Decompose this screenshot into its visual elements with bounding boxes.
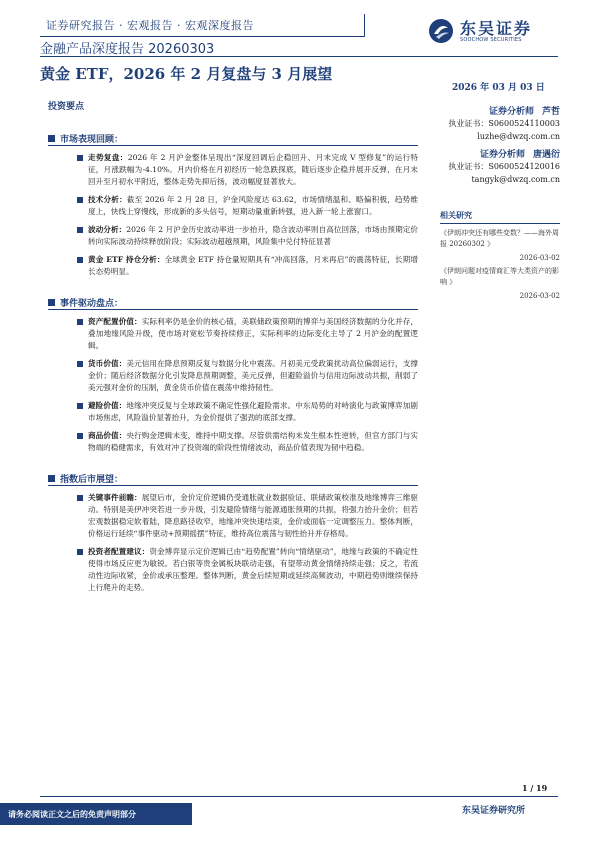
analyst-2 — [440, 147, 560, 186]
analyst-email[interactable]: tangyk@dwzq.com.cn — [471, 175, 560, 184]
section-heading-text: 指数后市展望： — [60, 475, 124, 485]
bullet-item — [88, 400, 418, 424]
bullet-item — [88, 430, 418, 454]
square-bullet-icon — [77, 433, 83, 439]
bullet-item — [88, 254, 418, 278]
disclaimer-banner — [0, 803, 192, 825]
square-bullet-icon — [77, 319, 83, 325]
related-item-title[interactable]: 《伊朗冲突还有哪些变数？——海外周报 20260302 》 — [440, 229, 559, 248]
section — [40, 132, 418, 278]
bullet-item — [88, 358, 418, 394]
analyst-email[interactable]: luzhe@dwzq.com.cn — [477, 132, 560, 141]
bullet-text: 全球黄金 ETF 持仓量短期具有“冲高回落，月末再启”的震荡特征，长期增长态势明显。 — [88, 255, 419, 276]
report-type: 金融产品深度报告 20260303 — [40, 42, 215, 57]
bullet-label: 资产配置价值： — [88, 317, 142, 326]
sidebar — [440, 104, 560, 300]
cert-number: S0600524120016 — [488, 162, 560, 171]
analyst-name: 唐遇衍 — [532, 150, 560, 160]
header-divider — [40, 56, 558, 57]
bullet-label: 关键事件前瞻： — [88, 493, 142, 502]
square-bullet-icon — [77, 403, 83, 409]
investment-highlights-label: 投资要点 — [48, 102, 85, 112]
bullet-text: 资金博弈显示定价逻辑已由“趋势配置”转向“情绪驱动”，地缘与政策的不确定性使得市场反应更为敏锐。若白银等贵金属板块联动走强，有望带动黄金情绪持续走强；反之，若流动性边际收紧，金价或承压整理。整体判断，黄金后续短期或延续高频波动，中期趋势则继续保持上行爬升的走势。 — [88, 547, 419, 592]
section-heading — [48, 132, 418, 146]
bullet-text: 美元信用在降息预期反复与数据分化中震荡。月初美元受政策扰动高位偏弱运行，支撑金价；随后经济数据分化引发降息预期调整，美元反弹，但避险溢价与信用边际波动共振，削弱了美元强对金价的压制，黄金货币价值在震荡中维持韧性。 — [88, 359, 419, 392]
section — [40, 296, 418, 454]
page-title: 黄金 ETF，2026 年 2 月复盘与 3 月展望 — [40, 65, 333, 83]
bullet-text: 央行购金逻辑未变，维持中期支撑。尽管供需结构未发生根本性逆转，但官方部门与实物端的稳健需求，有效对冲了投资端的阶段性情绪波动，商品价值表现为韧中趋稳。 — [88, 431, 419, 452]
analyst-1 — [440, 104, 560, 143]
bullet-item — [88, 224, 418, 248]
bullet-item — [88, 194, 418, 218]
breadcrumb-text: 证券研究报告 · 宏观报告 · 宏观深度报告 — [46, 19, 254, 32]
section — [40, 472, 418, 594]
square-bullet-icon — [77, 155, 83, 161]
square-bullet-icon — [77, 549, 83, 555]
analyst-title: 证券分析师 — [479, 150, 525, 160]
page-number: 1 / 19 — [522, 783, 548, 793]
bullet-text: 2026 年 2 月沪金整体呈现出“深度回调后企稳回升、月末完成 V 型修复”的运行特征，月涨跌幅为-4.10%。月内价格在月初经历一轮急跌探底，随后逐步企稳并展开反弹，在月末回升至月初水平附近，整体走势先抑后扬，波动幅度显著放大。 — [88, 153, 418, 186]
related-research-heading: 相关研究 — [440, 210, 560, 224]
bullet-label: 货币价值： — [88, 359, 127, 368]
bullet-label: 技术分析： — [88, 195, 127, 204]
square-bullet-icon — [48, 475, 55, 482]
bullet-text: 实际利率仍是金价的核心锚，美联储政策预期的博弈与美国经济数据的分化并存，叠加地缘风险升级，使市场对宽松节奏持续修正，实际利率的边际变化主导了 2 月沪金的配置逻辑。 — [88, 317, 418, 350]
bullet-label: 商品价值： — [88, 431, 127, 440]
related-item-date: 2026-03-02 — [519, 292, 560, 300]
disclaimer-text: 请务必阅读正文之后的免责声明部分 — [8, 808, 136, 819]
cert-label: 执业证书： — [448, 162, 489, 171]
bullet-item — [88, 316, 418, 352]
logo — [428, 14, 558, 48]
square-bullet-icon — [77, 197, 83, 203]
footer-divider — [40, 796, 558, 797]
brand-mark-icon — [428, 18, 454, 44]
logo-english: SOOCHOW SECURITIES — [460, 36, 522, 43]
bullet-label: 投资者配置建议： — [88, 547, 150, 556]
bullet-item — [88, 546, 418, 594]
bullet-item — [88, 492, 418, 540]
bullet-text: 2026 年 2 月沪金历史波动率进一步抬升，隐含波动率则自高位回落，市场由预期定价转向实际波动持续释放阶段；实际波动超越预期，风险集中兑付特征显著 — [88, 225, 418, 246]
breadcrumb — [40, 14, 365, 37]
main-content — [40, 132, 418, 594]
bullet-item — [88, 152, 418, 188]
analyst-name: 芦哲 — [541, 107, 560, 117]
section-heading-text: 市场表现回顾： — [60, 135, 124, 145]
square-bullet-icon — [77, 361, 83, 367]
bullet-label: 走势复盘： — [88, 153, 128, 162]
section-heading — [48, 296, 418, 310]
cert-label: 执业证书： — [448, 119, 489, 128]
square-bullet-icon — [77, 495, 83, 501]
bullet-text: 截至 2026 年 2 月 28 日，沪金风险度达 63.62，市场情绪温和、略偏积极，趋势维度上，快线上穿慢线，形成新的多头信号，短期动量重新转强，进入新一轮上涨窗口。 — [88, 195, 419, 216]
bullet-label: 避险价值： — [88, 401, 127, 410]
related-item-date: 2026-03-02 — [519, 254, 560, 262]
cert-number: S0600524110003 — [488, 119, 560, 128]
firm-name: 东吴证券研究所 — [462, 806, 526, 816]
square-bullet-icon — [77, 227, 83, 233]
section-heading-text: 事件驱动盘点： — [60, 299, 124, 309]
square-bullet-icon — [48, 299, 55, 306]
bullet-label: 黄金 ETF 持仓分析： — [88, 255, 165, 264]
bullet-text: 地缘冲突反复与全球政策不确定性强化避险需求。中东局势的对峙演化与政策博弈加剧市场焦虑，风险溢价显著抬升，为金价提供了强劲的底部支撑。 — [88, 401, 419, 422]
related-item-title[interactable]: 《伊朗问题对疫情商汇等大类资产的影响 》 — [440, 267, 559, 286]
bullet-text: 展望后市，金价定价逻辑仍受通胀就业数据验证、联储政策校准及地缘博弈三维驱动。特别是美伊冲突若进一步升级，引发避险情绪与能源通胀预期的共振，将强力抬升金价；但若宏观数据稳定软着陆，降息路径收窄，地缘冲突快速结束，金价或面临一定调整压力。整体判断，价格运行延续“事件驱动+预期摇摆”特征，维持高位震荡与韧性抬升并存格局。 — [88, 493, 418, 538]
bullet-label: 波动分析： — [88, 225, 127, 234]
report-date: 2026 年 03 月 03 日 — [452, 83, 545, 93]
section-heading — [48, 472, 418, 486]
logo-name: 东吴证券 — [460, 18, 533, 38]
square-bullet-icon — [48, 135, 55, 142]
analyst-title: 证券分析师 — [488, 107, 534, 117]
square-bullet-icon — [77, 257, 83, 263]
